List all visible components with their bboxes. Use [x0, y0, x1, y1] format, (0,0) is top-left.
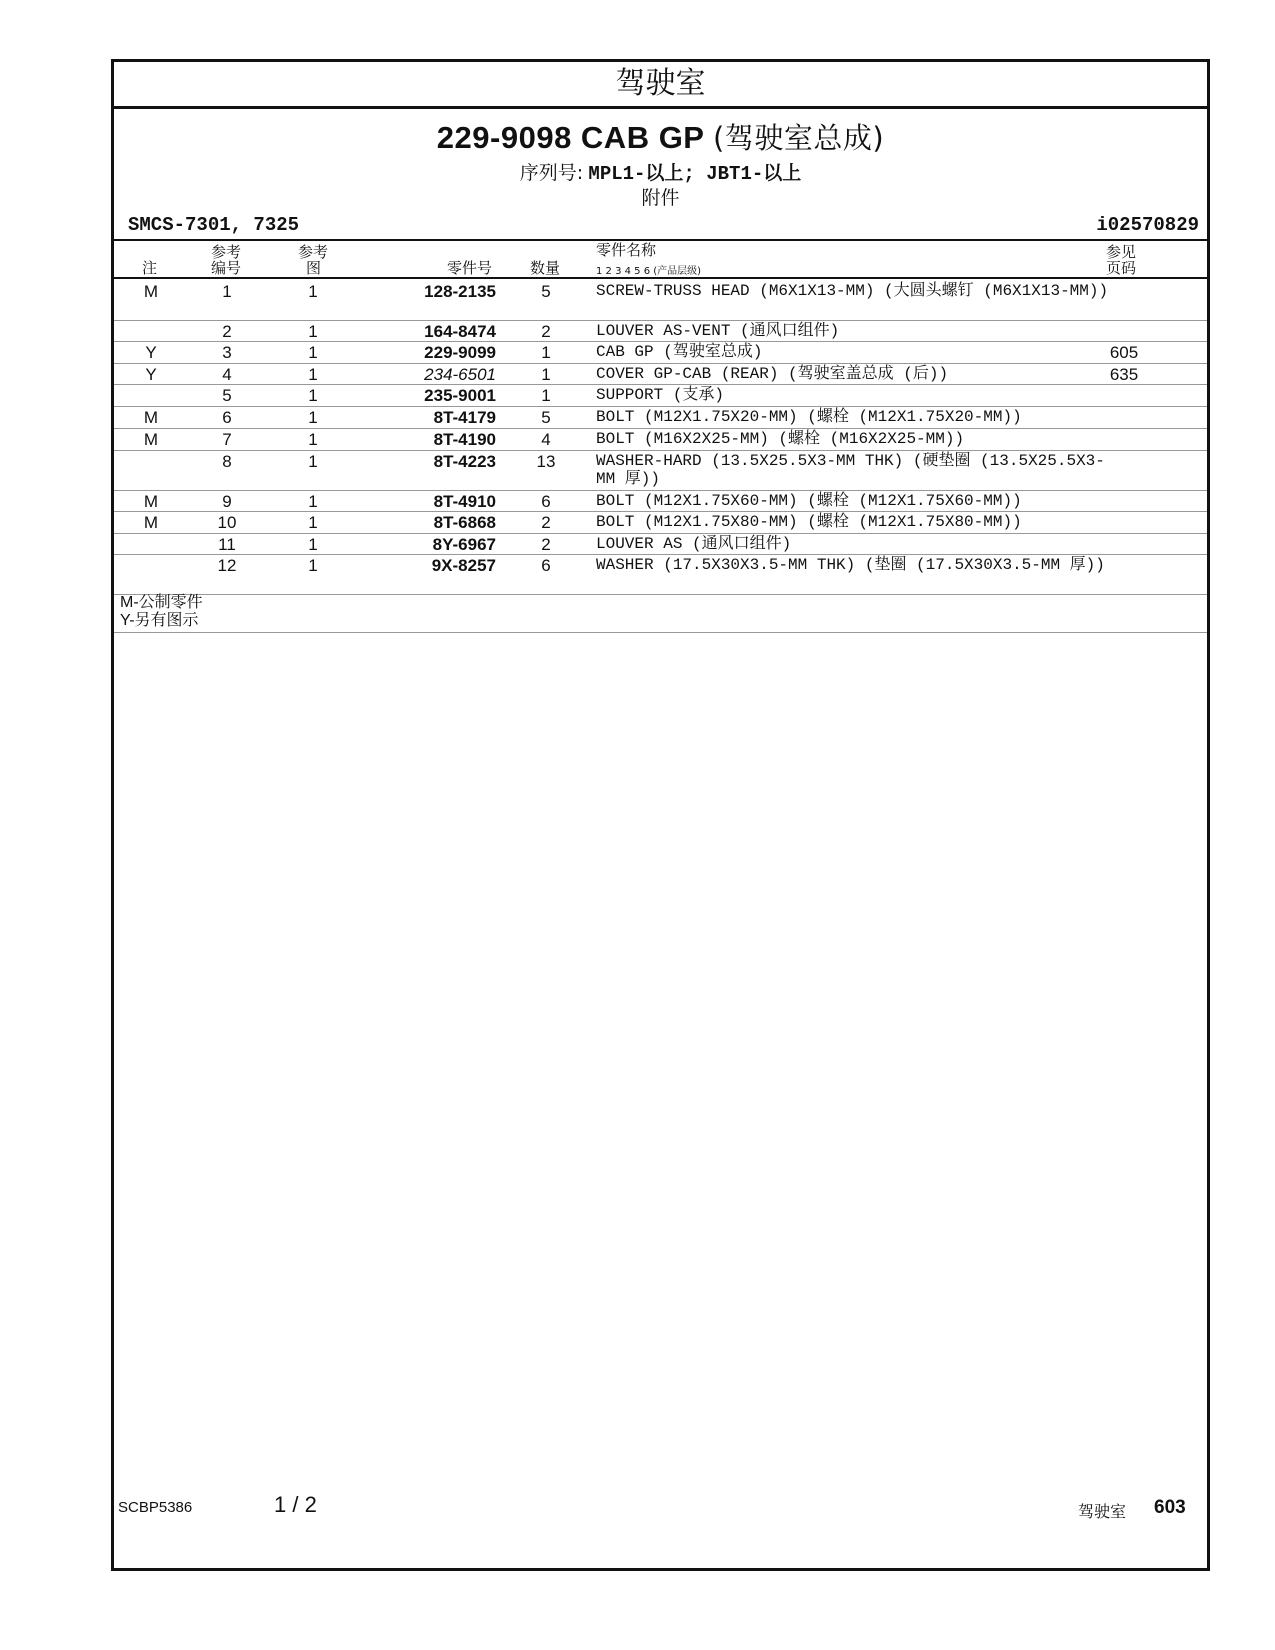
row-description: BOLT (M16X2X25-MM) (螺栓 (M16X2X25-MM))	[596, 430, 965, 448]
header-ref-fig-2: 图	[306, 259, 322, 277]
row-divider	[114, 384, 1207, 385]
row-description: SUPPORT (支承)	[596, 386, 725, 404]
serial-label: 序列号:	[519, 162, 584, 184]
illustration-id: i02570829	[1096, 214, 1199, 236]
row-divider	[114, 594, 1207, 595]
row-quantity: 5	[541, 408, 551, 427]
header-ref-no-1: 参考	[211, 243, 242, 261]
row-description: BOLT (M12X1.75X20-MM) (螺栓 (M12X1.75X20-MM))	[596, 408, 1022, 426]
row-note: M	[143, 492, 159, 511]
footer-page-of: 1 / 2	[274, 1492, 317, 1517]
row-quantity: 4	[541, 430, 551, 449]
row-ref-fig: 1	[308, 535, 318, 554]
legend-rule	[114, 632, 1207, 633]
section-title: 驾驶室	[114, 62, 1207, 109]
row-part-number: 234-6501	[424, 365, 496, 384]
row-ref-fig: 1	[308, 513, 318, 532]
header-ref-fig-1: 参考	[298, 243, 329, 261]
title-cn: (驾驶室总成)	[713, 121, 885, 155]
row-quantity: 2	[541, 322, 551, 341]
row-note: M	[143, 408, 159, 427]
serial-text: MPL1-以上; JBT1-以上	[588, 163, 802, 185]
row-ref-fig: 1	[308, 322, 318, 341]
row-ref-no: 6	[222, 408, 232, 427]
row-quantity: 1	[541, 343, 551, 362]
header-note: 注	[142, 259, 158, 277]
row-note: Y	[145, 365, 157, 384]
legend-metric: M-公制零件	[120, 594, 203, 611]
row-ref-no: 4	[222, 365, 232, 384]
row-note: M	[143, 430, 159, 449]
row-quantity: 1	[541, 365, 551, 384]
row-divider	[114, 406, 1207, 407]
header-see-page-1: 参见	[1106, 243, 1137, 261]
row-note: M	[143, 513, 159, 532]
row-description: COVER GP-CAB (REAR) (驾驶室盖总成 (后))	[596, 365, 949, 383]
row-part-number: 235-9001	[424, 386, 496, 405]
row-ref-no: 1	[222, 282, 232, 301]
page-frame	[111, 59, 1210, 1571]
row-ref-fig: 1	[308, 452, 318, 471]
row-ref-no: 5	[222, 386, 232, 405]
row-description: SCREW-TRUSS HEAD (M6X1X13-MM) (大圆头螺钉 (M6X1X13-MM))	[596, 282, 1109, 300]
row-see-page: 605	[1109, 343, 1139, 362]
footer-page: 603	[1154, 1497, 1186, 1518]
header-top-rule	[114, 239, 1207, 241]
footer-doc-id: SCBP5386	[118, 1499, 193, 1516]
row-part-number: 128-2135	[424, 282, 496, 301]
row-ref-fig: 1	[308, 365, 318, 384]
row-ref-no: 11	[218, 535, 236, 554]
row-divider	[114, 450, 1207, 451]
row-ref-fig: 1	[308, 492, 318, 511]
row-ref-no: 12	[217, 556, 237, 575]
row-ref-no: 3	[222, 343, 232, 362]
header-qty: 数量	[530, 259, 561, 277]
row-ref-no: 2	[222, 322, 232, 341]
serial-range	[114, 158, 1207, 185]
row-part-number: 8T-6868	[433, 513, 496, 532]
row-divider	[114, 320, 1207, 321]
row-description: WASHER-HARD (13.5X25.5X3-MM THK) (硬垫圈 (13.5X25.5X3-MM 厚))	[596, 452, 1105, 488]
row-description: LOUVER AS-VENT (通风口组件)	[596, 322, 840, 340]
row-ref-no: 10	[217, 513, 237, 532]
row-quantity: 13	[536, 452, 556, 471]
row-ref-fig: 1	[308, 556, 318, 575]
title-part: 229-9098 CAB GP	[436, 120, 704, 155]
row-quantity: 6	[541, 556, 551, 575]
row-ref-fig: 1	[308, 386, 318, 405]
row-quantity: 6	[541, 492, 551, 511]
row-part-number: 8T-4910	[433, 492, 496, 511]
row-quantity: 5	[541, 282, 551, 301]
row-part-number: 9X-8257	[431, 556, 496, 575]
row-divider	[114, 341, 1207, 342]
row-quantity: 2	[541, 513, 551, 532]
row-ref-fig: 1	[308, 343, 318, 362]
row-part-number: 8Y-6967	[432, 535, 496, 554]
row-description: CAB GP (驾驶室总成)	[596, 343, 763, 361]
row-ref-fig: 1	[308, 282, 318, 301]
header-part-no: 零件号	[447, 259, 493, 277]
row-ref-fig: 1	[308, 408, 318, 427]
row-quantity: 1	[541, 386, 551, 405]
smcs-code: SMCS-7301, 7325	[128, 214, 300, 236]
header-ref-no-2: 编号	[211, 259, 242, 277]
row-divider	[114, 554, 1207, 555]
row-note: Y	[145, 343, 157, 362]
row-ref-fig: 1	[308, 430, 318, 449]
row-divider	[114, 363, 1207, 364]
row-description: WASHER (17.5X30X3.5-MM THK) (垫圈 (17.5X30X3.5-MM 厚))	[596, 556, 1105, 574]
row-description: BOLT (M12X1.75X80-MM) (螺栓 (M12X1.75X80-MM))	[596, 513, 1022, 531]
row-part-number: 8T-4179	[433, 408, 496, 427]
row-note: M	[143, 282, 159, 301]
row-ref-no: 9	[222, 492, 232, 511]
page-title	[114, 116, 1207, 157]
row-ref-no: 8	[222, 452, 232, 471]
footer-section: 驾驶室	[1078, 1502, 1127, 1521]
row-divider	[114, 428, 1207, 429]
header-levels: 1 2 3 4 5 6 (产品层级)	[596, 266, 702, 277]
row-part-number: 8T-4190	[433, 430, 496, 449]
row-divider	[114, 490, 1207, 491]
legend-illustrated: Y-另有图示	[120, 612, 199, 629]
row-part-number: 8T-4223	[433, 452, 496, 471]
row-part-number: 164-8474	[424, 322, 496, 341]
header-see-page-2: 页码	[1106, 259, 1137, 277]
row-divider	[114, 533, 1207, 534]
row-part-number: 229-9099	[424, 343, 496, 362]
row-description: BOLT (M12X1.75X60-MM) (螺栓 (M12X1.75X60-MM))	[596, 492, 1022, 510]
row-see-page: 635	[1109, 365, 1139, 384]
header-part-name: 零件名称	[596, 241, 657, 259]
legend	[120, 594, 203, 630]
row-ref-no: 7	[222, 430, 232, 449]
row-description: LOUVER AS (通风口组件)	[596, 535, 792, 553]
row-divider	[114, 511, 1207, 512]
header-bottom-rule	[114, 277, 1207, 279]
subtitle: 附件	[641, 187, 680, 209]
row-quantity: 2	[541, 535, 551, 554]
